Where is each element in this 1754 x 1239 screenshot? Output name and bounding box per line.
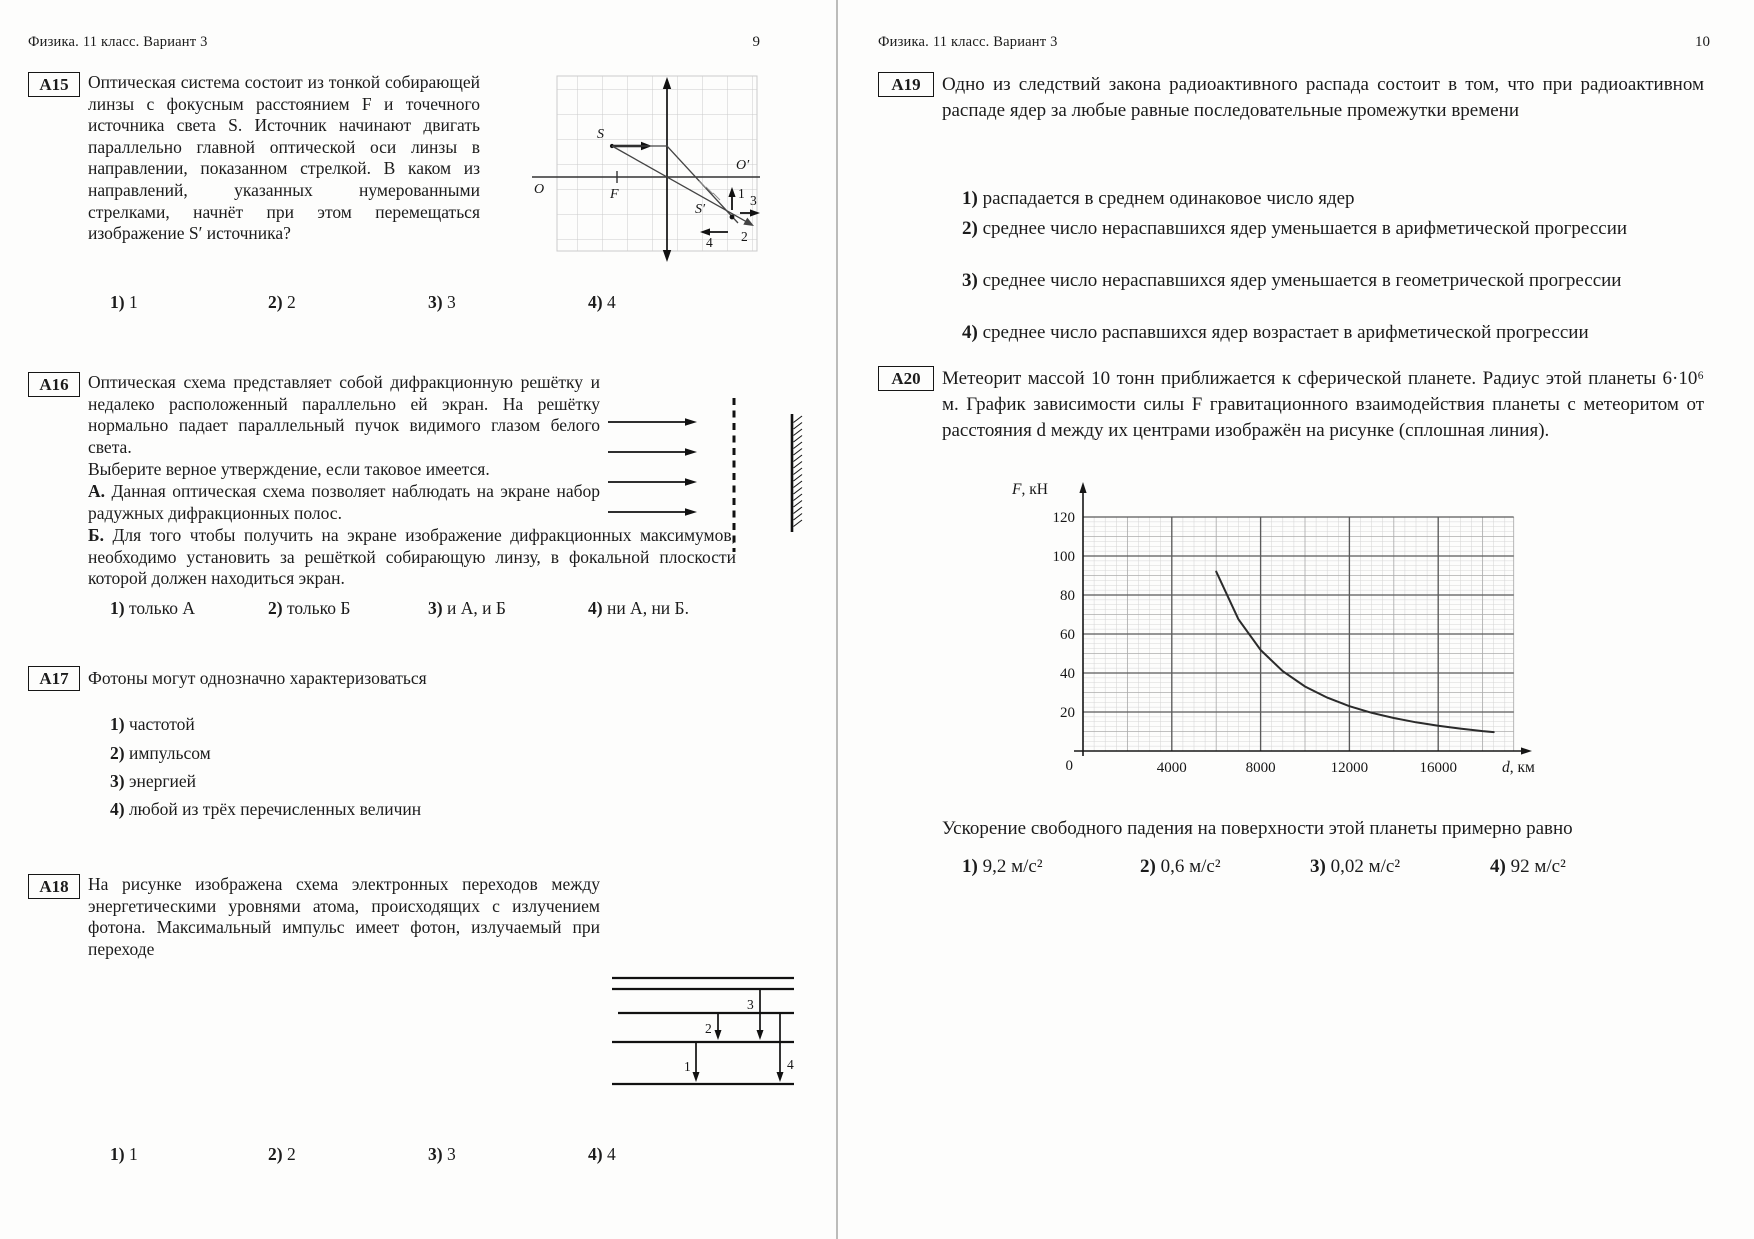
transition-label-1: 1 [684,1059,691,1074]
a17-option-4: 4) любой из трёх перечисленных величин [110,799,422,819]
y-tick-label: 80 [1060,588,1075,604]
left-page-header: Физика. 11 класс. Вариант 3 [28,34,208,50]
direction-label-4: 4 [706,235,713,250]
axis-left-label: O [534,182,545,197]
x-tick-label: 4000 [1156,760,1187,776]
a18-option-1: 1) 1 [110,1144,138,1164]
image-label: S′ [695,202,706,217]
question-label-a16: А16 [28,372,80,397]
question-text-a18: На рисунке изображена схема электронных переходов между энергетическими уровнями атома, происходящих с излучением фотона. Максимальный импульс имеет фотон, излучаемый при переходе [88,874,600,959]
x-axis-title: d, км [1502,759,1535,776]
y-tick-label: 20 [1060,705,1075,721]
a16-choose-statement-line: Выберите верное утверждение, если таковое имеется. [88,459,490,479]
a16-option-1: 1) только А [110,598,195,618]
a16-statement-b: Б. Для того чтобы получить на экране изображение дифракционных максимумов, необходимо установить за решёткой собирающую линзу, в фокальной плоскости которой должен находиться экран. [88,525,737,589]
statement-a-label: А. [88,481,106,501]
direction-label-2: 2 [741,229,748,244]
a17-option-2: 2) импульсом [110,743,211,763]
x-tick-label: 16000 [1419,760,1457,776]
a16-statement-a: А. Данная оптическая схема позволяет наблюдать на экране набор радужных дифракционных полос. [88,481,600,523]
a17-option-1: 1) частотой [110,714,195,734]
question-text-a20: Метеорит массой 10 тонн приближается к сферической планете. Радиус этой планеты 6·10⁶ м. График зависимости силы F гравитационного взаимодействия планеты с метеоритом от расстояния d между их центрами изображён на рисунке (сплошная линия). [942,368,1704,441]
left-page-number: 9 [752,34,760,50]
x-tick-label: 12000 [1330,760,1369,776]
right-page-number: 10 [1695,34,1710,50]
a18-option-3: 3) 3 [428,1144,456,1164]
a16-option-2: 2) только Б [268,598,351,618]
right-page-header: Физика. 11 класс. Вариант 3 [878,34,1058,50]
incident-beam-arrows [608,418,697,516]
a18-energy-levels-diagram [608,954,800,1104]
direction-label-3: 3 [750,193,757,208]
question-label-a17: А17 [28,666,80,691]
question-label-a18: А18 [28,874,80,899]
a19-option-1: 1) распадается в среднем одинаковое число ядер [962,188,1355,209]
screen-hatching [794,416,803,527]
a20-option-4: 4) 92 м/с² [1490,856,1566,877]
question-label-a15: А15 [28,72,80,97]
source-label: S [597,127,604,142]
direction-label-1: 1 [738,186,745,201]
y-tick-label: 40 [1060,666,1075,682]
a18-option-2: 2) 2 [268,1144,296,1164]
transition-label-3: 3 [747,997,754,1012]
transition-label-4: 4 [787,1057,794,1072]
energy-levels [612,978,794,1084]
question-text-a15: Оптическая система состоит из тонкой собирающей линзы с фокусным расстоянием F и точечного источника света S. Источник начинают двигать параллельно главной оптической оси линзы в направлении, показанном стрелкой. В каком из направлений, указанных нумерованными стрелками, начнёт при этом перемещаться изображение S′ источника? [88,72,480,244]
a18-option-4: 4) 4 [588,1144,616,1164]
page-divider [836,0,838,1239]
a15-option-4: 4) 4 [588,292,616,312]
a19-option-4: 4) среднее число распавшихся ядер возрастает в арифметической прогрессии [962,322,1589,343]
y-tick-label: 100 [1052,549,1075,565]
a19-option-2: 2) среднее число нераспавшихся ядер уменьшается в арифметической прогрессии [962,218,1628,239]
a15-option-3: 3) 3 [428,292,456,312]
y-tick-label: 60 [1060,627,1075,643]
a15-option-1: 1) 1 [110,292,138,312]
a15-option-2: 2) 2 [268,292,296,312]
transition-label-2: 2 [705,1021,712,1036]
question-text-a17: Фотоны могут однозначно характеризоваться [88,668,427,688]
question-label-a20: А20 [878,366,934,391]
image-point [730,215,735,220]
question-label-a19: А19 [878,72,934,97]
question-text-a19: Одно из следствий закона радиоактивного распада состоит в том, что при радиоактивном распаде ядер за любые равные последовательные промежутки времени [942,74,1704,121]
focus-label: F [610,187,619,202]
a16-option-3: 3) и А, и Б [428,598,506,618]
y-tick-label: 120 [1052,510,1075,526]
y-axis-title: F, кН [1012,481,1048,498]
a20-option-3: 3) 0,02 м/с² [1310,856,1401,877]
origin-label: 0 [1065,758,1073,774]
lens-arrowhead-bottom [663,250,671,262]
a20-option-2: 2) 0,6 м/с² [1140,856,1221,877]
a16-option-4: 4) ни А, ни Б. [588,598,689,618]
a20-force-distance-chart [988,476,1568,806]
x-tick-label: 8000 [1245,760,1276,776]
question-text-a16: Оптическая схема представляет собой дифракционную решётку и недалеко расположенный параллельно ей экран. На решётку нормально падает параллельный пучок видимого глазом белого света. [88,372,600,457]
statement-b-label: Б. [88,525,104,545]
axes [1074,482,1532,756]
axis-right-label: O′ [736,158,750,173]
a15-lens-diagram [502,64,764,264]
a20-after-chart-question: Ускорение свободного падения на поверхности этой планеты примерно равно [942,818,1573,839]
a17-option-3: 3) энергией [110,771,197,791]
grid-background [557,76,757,251]
a20-option-1: 1) 9,2 м/с² [962,856,1043,877]
a19-option-3: 3) среднее число нераспавшихся ядер уменьшается в геометрической прогрессии [962,270,1622,291]
a16-diffraction-diagram [600,390,810,560]
